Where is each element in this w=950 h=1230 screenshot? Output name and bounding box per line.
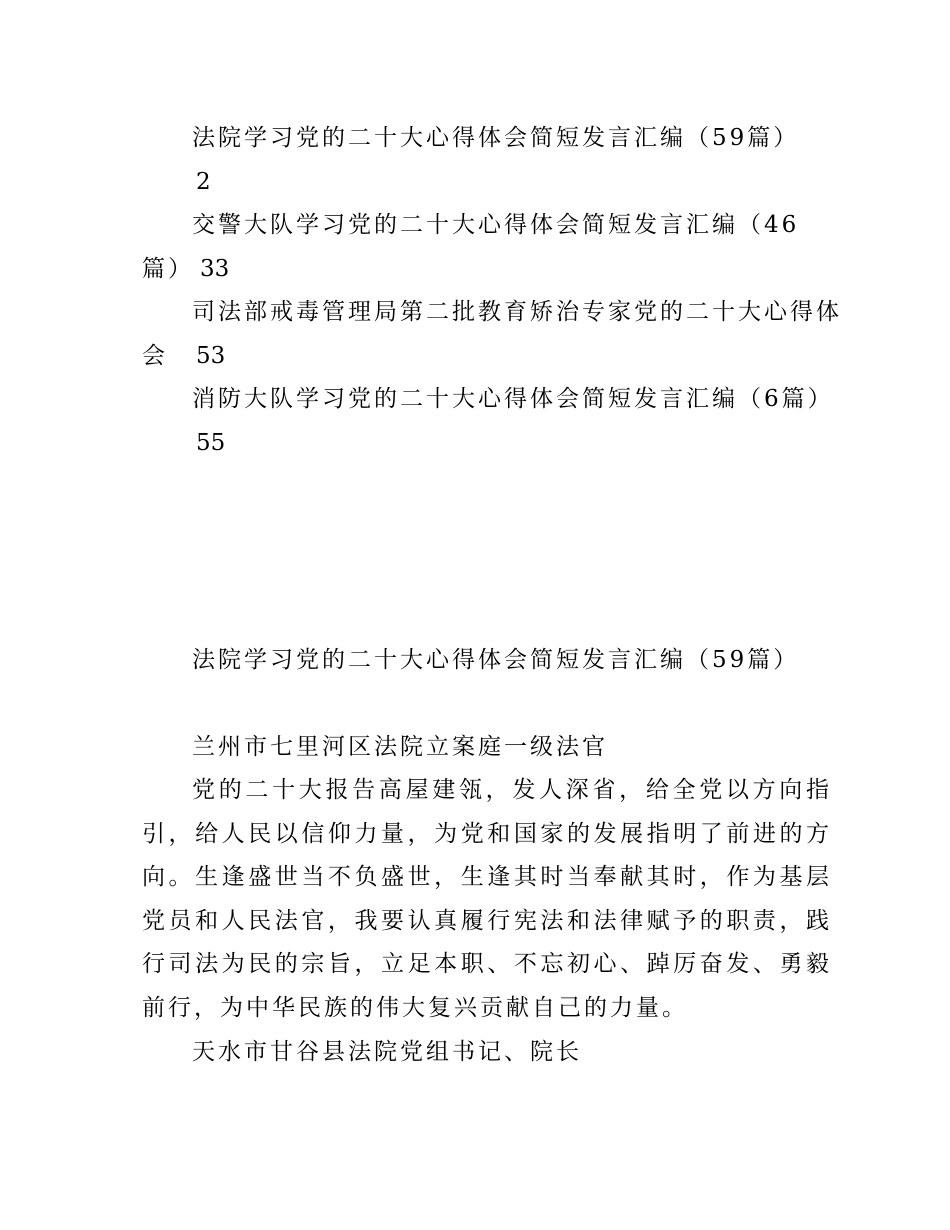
toc-item-3-title-cont[interactable]: [142, 341, 225, 371]
section-heading: 法院学习党的二十大心得体会简短发言汇编（59篇）: [192, 647, 800, 673]
toc-item-1-title[interactable]: 法院学习党的二十大心得体会简短发言汇编（59篇）: [192, 125, 800, 151]
toc-item-2-title-tail: 篇）: [142, 256, 194, 282]
toc-item-1-page: 2: [196, 169, 211, 195]
speaker-1: 兰州市七里河区法院立案庭一级法官: [192, 734, 608, 760]
toc-item-3-title-tail: 会: [142, 343, 168, 369]
toc-item-3-title[interactable]: 司法部戒毒管理局第二批教育矫治专家党的二十大心得体: [192, 299, 842, 325]
speaker-2: 天水市甘谷县法院党组书记、院长: [192, 1039, 582, 1065]
toc-item-2-page: 33: [200, 256, 230, 282]
toc-item-4-page: 55: [196, 430, 226, 456]
toc-item-3-page: 53: [196, 343, 226, 369]
toc-item-2-title[interactable]: 交警大队学习党的二十大心得体会简短发言汇编（46: [192, 212, 800, 238]
body-paragraph-1: 党的二十大报告高屋建瓴，发人深省，给全党以方向指引，给人民以信仰力量，为党和国家的发展指明了前进的方向。生逢盛世当不负盛世，生逢其时当奉献其时，作为基层党员和人民法官，我要认真履行宪法和法律赋予的职责，践行司法为民的宗旨，立足本职、不忘初心、踔厉奋发、勇毅前行，为中华民族的伟大复兴贡献自己的力量。: [142, 777, 832, 1021]
toc-item-2-title-cont[interactable]: [142, 254, 229, 284]
toc-item-4-title[interactable]: 消防大队学习党的二十大心得体会简短发言汇编（6篇）: [192, 386, 834, 412]
